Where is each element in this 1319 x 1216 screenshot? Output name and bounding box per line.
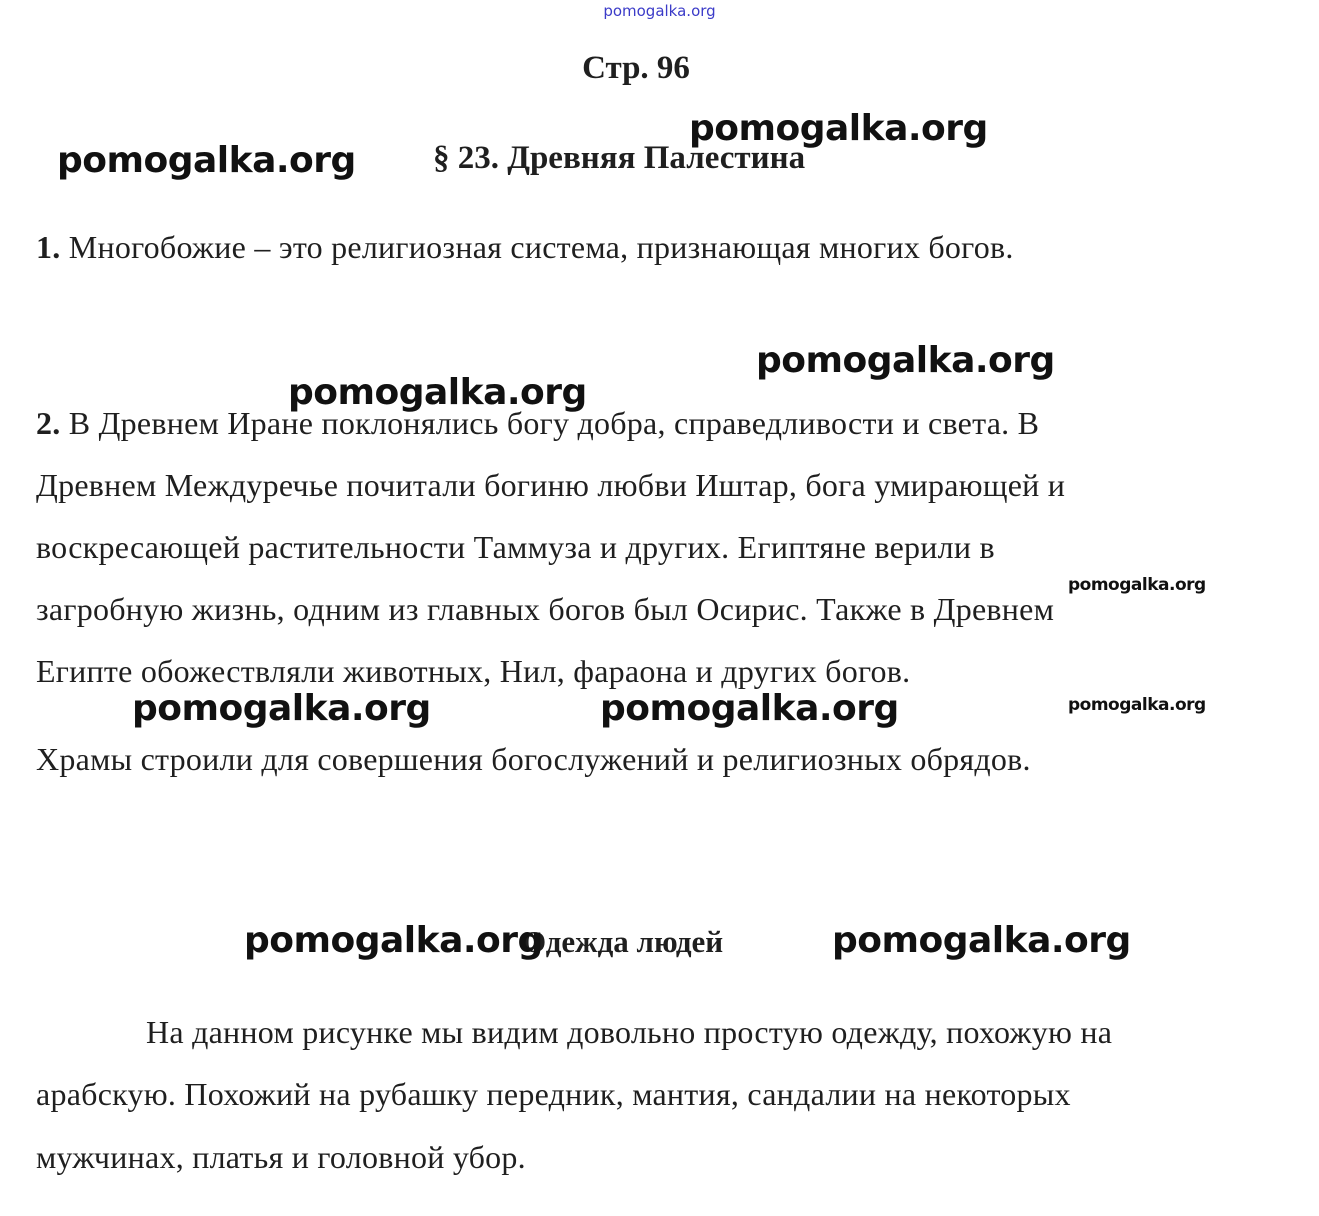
watermark: pomogalka.org [288,372,587,413]
answer-2-line-5: Египте обожествляли животных, Нил, фараона и других богов. [36,653,911,689]
answer-2-line-2: Древнем Междуречье почитали богиню любви Иштар, бога умирающей и [36,467,1066,503]
watermark: pomogalka.org [244,920,543,961]
clothing-line-3: мужчинах, платья и головной убор. [36,1139,526,1175]
page-number: Стр. 96 [582,50,690,86]
answer-1 [36,229,1014,266]
answer-2-line-3: воскресающей растительности Таммуза и других. Египтяне верили в [36,529,995,565]
answer-1-text: Многобожие – это религиозная система, признающая многих богов. [60,229,1014,265]
answer-2-temples: Храмы строили для совершения богослужений и религиозных обрядов. [36,741,1031,777]
watermark: pomogalka.org [756,340,1055,381]
answer-1-number: 1. [36,229,61,265]
section-heading: § 23. Древняя Палестина [433,140,806,176]
watermark: pomogalka.org [689,108,988,149]
watermark: pomogalka.org [1068,695,1206,715]
answer-2-number: 2. [36,405,61,441]
clothing-line-1: На данном рисунке мы видим довольно простую одежду, похожую на [146,1014,1113,1050]
watermark: pomogalka.org [832,920,1131,961]
watermark-top: pomogalka.org [603,2,716,20]
watermark: pomogalka.org [1068,575,1206,595]
answer-2-line-4: загробную жизнь, одним из главных богов был Осирис. Также в Древнем [36,591,1055,627]
answer-2-first-line: В Древнем Иране поклонялись богу добра, справедливости и света. В [60,405,1040,441]
watermark: pomogalka.org [600,688,899,729]
watermark: pomogalka.org [132,688,431,729]
watermark: pomogalka.org [57,140,356,181]
clothing-line-2: арабскую. Похожий на рубашку передник, мантия, сандалии на некоторых [36,1076,1071,1112]
clothing-heading: Одежда людей [522,924,724,959]
